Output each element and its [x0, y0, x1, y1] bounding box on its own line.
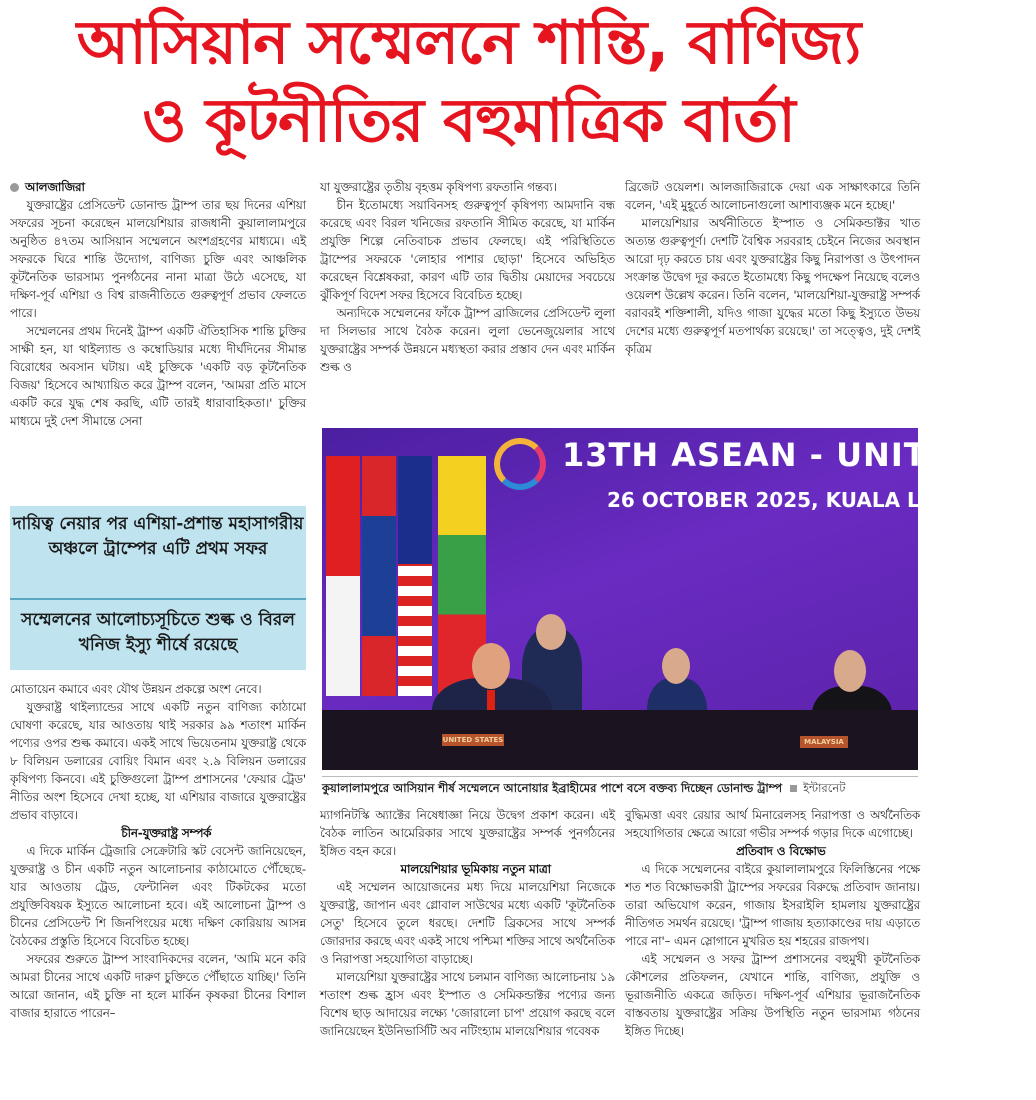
paragraph: মালয়েশিয়ার অর্থনীতিতে ইস্পাত ও সেমিকন্ডাক্টর খাত অত্যন্ত গুরুত্বপূর্ণ। দেশটি বৈশ্বিক সরবরাহ চেইনে নিজের অবস্থান আরো দৃঢ় করতে চায় এবং যুক্তরাষ্ট্রের কিছু নিরাপত্তা ও উৎপাদন সংক্রান্ত উদ্বেগ দূর করতে ইতোমধ্যে কিছু পদক্ষেপ নিয়েছে বলেও ওয়েলশ উল্লেখ করেন। তিনি বলেন, 'মালয়েশিয়া-যুক্তরাষ্ট্র সম্পর্ক বরাবরই শক্তিশালী, যদিও গাজা যুদ্ধের মতো কিছু ইস্যুতে উভয় দেশের মধ্যে গুরুত্বপূর্ণ মতপার্থক্য রয়েছে।' তা সত্ত্বেও, দুই দেশই কৃত্রিম	[625, 216, 920, 356]
person-head	[536, 614, 566, 650]
paragraph: এ দিকে মার্কিন ট্রেজারি সেক্রেটারি স্কট বেসেন্ট জানিয়েছেন, যুক্তরাষ্ট্র ও চীন একটি নতুন আলোচনার কাঠামোতে পৌঁছেছে- যার আওতায় ট্রেড, ফেন্টানিল এবং টিকটকের মতো প্রযুক্তিবিষয়ক ইস্যুতে আলোচনা হবে। এই আলোচনা ট্রাম্প ও চীনের প্রেসিডেন্ট শি জিনপিংয়ের মধ্যে দক্ষিণ কোরিয়ায় আসন্ন বৈঠকের প্রস্তুতি হিসেবে বিবেচিত হচ্ছে।	[10, 844, 306, 948]
person-head	[472, 643, 510, 689]
headline-line-1: আসিয়ান সম্মেলনে শান্তি, বাণিজ্য	[76, 8, 861, 78]
column-2-bottom	[320, 806, 615, 1040]
byline	[10, 178, 306, 196]
paragraph: যা যুক্তরাষ্ট্রের তৃতীয় বৃহত্তম কৃষিপণ্য রফতানি গন্তব্য।	[320, 180, 557, 194]
highlight-box-1: দায়িত্ব নেয়ার পর এশিয়া-প্রশান্ত মহাসাগরীয় অঞ্চলে ট্রাম্পের এটি প্রথম সফর	[10, 506, 306, 598]
byline-source: আলজাজিরা	[25, 180, 85, 194]
malaysia-flag-icon	[398, 456, 432, 696]
column-2-top	[320, 178, 615, 376]
paragraph: মোতায়েন কমাবে এবং যৌথ উন্নয়ন প্রকল্পে অংশ নেবে।	[10, 682, 262, 696]
paragraph: এ দিকে সম্মেলনের বাইরে কুয়ালালামপুরে ফিলিস্তিনের পক্ষে শত শত বিক্ষোভকারী ট্রাম্পের সফরের বিরুদ্ধে প্রতিবাদ জানায়। তারা অভিযোগ করেন, গাজায় ইসরাইলি হামলায় যুক্তরাষ্ট্রের নীতিগত সমর্থন রয়েছে। 'ট্রাম্প গাজায় হত্যাকাণ্ডের দায় এড়াতে পারে না'– এমন স্লোগানে মুখরিত হয় শহরের রাজপথ।	[625, 862, 920, 948]
highlight-box-2: সম্মেলনের আলোচ্যসূচিতে শুল্ক ও বিরল খনিজ ইস্যু শীর্ষে রয়েছে	[10, 600, 306, 670]
placard-united-states: UNITED STATES	[442, 736, 504, 744]
caption-text: কুয়ালালামপুরে আসিয়ান শীর্ষ সম্মেলনে আনোয়ার ইব্রাহীমের পাশে বসে বক্তব্য দিচ্ছেন ডোনাল্ড ট্রাম্প	[322, 781, 783, 795]
paragraph: বুদ্ধিমত্তা এবং রেয়ার আর্থ মিনারেলসহ নিরাপত্তা ও অর্থনৈতিক সহযোগিতার ক্ষেত্রে আরো গভীর সম্পর্ক গড়ার দিকে এগোচ্ছে।	[625, 808, 920, 840]
paragraph: অন্যদিকে সম্মেলনের ফাঁকে ট্রাম্প ব্রাজিলের প্রেসিডেন্ট লুলা দা সিলভার সাথে বৈঠক করেন। লুলা ভেনেজুয়েলার সাথে যুক্তরাষ্ট্রের সম্পর্ক উন্নয়নে মধ্যস্থতা করার প্রস্তাব দেন এবং মার্কিন শুল্ক ও	[320, 306, 615, 374]
column-1-bottom	[10, 680, 306, 1022]
banner-title: 13TH ASEAN - UNITED ST	[562, 436, 1036, 474]
column-1-top	[10, 178, 306, 430]
column-3-top	[625, 178, 920, 358]
photo-caption	[322, 776, 918, 797]
subheading: প্রতিবাদ ও বিক্ষোভ	[735, 844, 826, 858]
person-head	[662, 648, 690, 684]
paragraph: যুক্তরাষ্ট্রের প্রেসিডেন্ট ডোনাল্ড ট্রাম্প তার ছয় দিনের এশিয়া সফরের সূচনা করেছেন মালয়েশিয়ার রাজধানী কুয়ালালামপুরে অনুষ্ঠিত ৪৭তম আসিয়ান সম্মেলনে অংশগ্রহণের মাধ্যমে। এই সফরকে ঘিরে শান্তি উদ্যোগ, বাণিজ্য চুক্তি এবং আঞ্চলিক কূটনৈতিক ভারসাম্য পুনর্গঠনের নানা মাত্রা উঠে এসেছে, যা দক্ষিণ-পূর্ব এশিয়া ও বিশ্ব রাজনীতিতে গুরুত্বপূর্ণ প্রভাব ফেলতে পারে।	[10, 198, 306, 320]
placard-malaysia: MALAYSIA	[800, 736, 848, 748]
paragraph: চীন ইতোমধ্যে সয়াবিনসহ গুরুত্বপূর্ণ কৃষিপণ্য আমদানি বন্ধ করেছে এবং বিরল খনিজের রফতানি সীমিত করেছে, যা মার্কিন প্রযুক্তি শিল্পে নেতিবাচক প্রভাব ফেলছে। এই পরিস্থিতিতে ট্রাম্পের সফরকে 'লোহার পাশার ছোড়া' হিসেবে অভিহিত করেছেন বিশ্লেষকরা, কারণ এটি তার দ্বিতীয় মেয়াদের সবচেয়ে ঝুঁকিপূর্ণ বিদেশ সফর হিসেবে বিবেচিত হচ্ছে।	[320, 198, 615, 302]
separator-icon	[790, 785, 797, 792]
paragraph: ব্রিজেট ওয়েলশ। আলজাজিরাকে দেয়া এক সাক্ষাৎকারে তিনি বলেন, 'এই মুহূর্তে আলোচনাগুলো আশাব্যঞ্জক মনে হচ্ছে।'	[625, 180, 920, 212]
paragraph: এই সম্মেলন ও সফর ট্রাম্প প্রশাসনের বহুমুখী কূটনৈতিক কৌশলের প্রতিফলন, যেখানে শান্তি, বাণিজ্য, প্রযুক্তি ও ভূরাজনীতি একত্রে জড়িত। দক্ষিণ-পূর্ব এশিয়ার ভূরাজনৈতিক বাস্তবতায় যুক্তরাষ্ট্রের সক্রিয় উপস্থিতি নতুন ভারসাম্য গঠনের ইঙ্গিত দিচ্ছে।	[625, 952, 920, 1038]
paragraph: মালয়েশিয়া যুক্তরাষ্ট্রের সাথে চলমান বাণিজ্য আলোচনায় ১৯ শতাংশ শুল্ক হ্রাস এবং ইস্পাত ও সেমিকন্ডাক্টর পণ্যের জন্য বিশেষ ছাড় আদায়ের লক্ষ্যে 'জোরালো চাপ' প্রয়োগ করছে বলে জানিয়েছেন ইউনিভার্সিটি অব নটিংহ্যাম মালয়েশিয়ার গবেষক	[320, 970, 615, 1038]
paragraph: যুক্তরাষ্ট্র থাইল্যান্ডের সাথে একটি নতুন বাণিজ্য কাঠামো ঘোষণা করেছে, যার আওতায় থাই সরকার ৯৯ শতাংশ মার্কিন পণ্যের ওপর শুল্ক কমাবে। একই সাথে ভিয়েতনাম যুক্তরাষ্ট্র থেকে ৮ বিলিয়ন ডলারের বোয়িং বিমান এবং ২.৯ বিলিয়ন ডলারের কৃষিপণ্য কিনবে। এই চুক্তিগুলো ট্রাম্প প্রশাসনের 'ফেয়ার ট্রেড' নীতির অংশ হিসেবে দেখা হচ্ছে, যা এশিয়ার বাজারে যুক্তরাষ্ট্রের প্রভাব বাড়াবে।	[10, 700, 306, 822]
subheading: মালয়েশিয়ার ভূমিকায় নতুন মাত্রা	[400, 862, 552, 876]
column-3-bottom	[625, 806, 920, 1040]
bullet-icon	[10, 183, 19, 192]
headline-line-2: ও কূটনীতির বহুমাত্রিক বার্তা	[142, 86, 795, 156]
indonesia-flag-icon	[326, 456, 360, 696]
subheading: চীন-যুক্তরাষ্ট্র সম্পর্ক	[121, 826, 212, 840]
banner-date: 26 OCTOBER 2025, KUALA LUN	[607, 488, 953, 512]
paragraph: এই সম্মেলন আয়োজনের মধ্য দিয়ে মালয়েশিয়া নিজেকে যুক্তরাষ্ট্র, জাপান এবং গ্লোবাল সাউথের মধ্যে একটি 'কূটনৈতিক সেতু' হিসেবে তুলে ধরছে। দেশটি ব্রিকসের সাথে সম্পর্ক জোরদার করছে এবং একই সাথে পশ্চিমা শক্তির সাথে অর্থনৈতিক ও নিরাপত্তা সহযোগিতা বাড়াচ্ছে।	[320, 880, 616, 966]
summit-photo	[322, 428, 1036, 770]
paragraph: সফরের শুরুতে ট্রাম্প সাংবাদিকদের বলেন, 'আমি মনে করি আমরা চীনের সাথে একটি দারুণ চুক্তিতে পৌঁছাতে যাচ্ছি।' তিনি আরো জানান, এই চুক্তি না হলে মার্কিন কৃষকরা চীনের বিশাল বাজার হারাতে পারেন–	[10, 952, 306, 1020]
paragraph: ম্যাগনিটস্কি অ্যাক্টের নিষেধাজ্ঞা নিয়ে উদ্বেগ প্রকাশ করেন। এই বৈঠক লাতিন আমেরিকার সাথে যুক্তরাষ্ট্রের সম্পর্ক পুনর্গঠনের ইঙ্গিত বহন করে।	[320, 808, 615, 858]
person-head	[834, 650, 866, 692]
photo-credit: ইন্টারনেট	[803, 781, 846, 795]
asean-logo-icon	[494, 438, 546, 490]
laos-flag-icon	[362, 456, 396, 696]
paragraph: সম্মেলনের প্রথম দিনেই ট্রাম্প একটি ঐতিহাসিক শান্তি চুক্তির সাক্ষী হন, যা থাইল্যান্ড ও কম্বোডিয়ার মধ্যে দীর্ঘদিনের সীমান্ত বিরোধের অবসান ঘটায়। এই চুক্তিকে 'একটি বড় কূটনৈতিক বিজয়' হিসেবে আখ্যায়িত করে ট্রাম্প বলেন, 'আমরা প্রতি মাসে একটি করে যুদ্ধ শেষ করছি, এটি তারই ধারাবাহিকতা।' চুক্তির মাধ্যমে দুই দেশ সীমান্তে সেনা	[10, 324, 306, 428]
